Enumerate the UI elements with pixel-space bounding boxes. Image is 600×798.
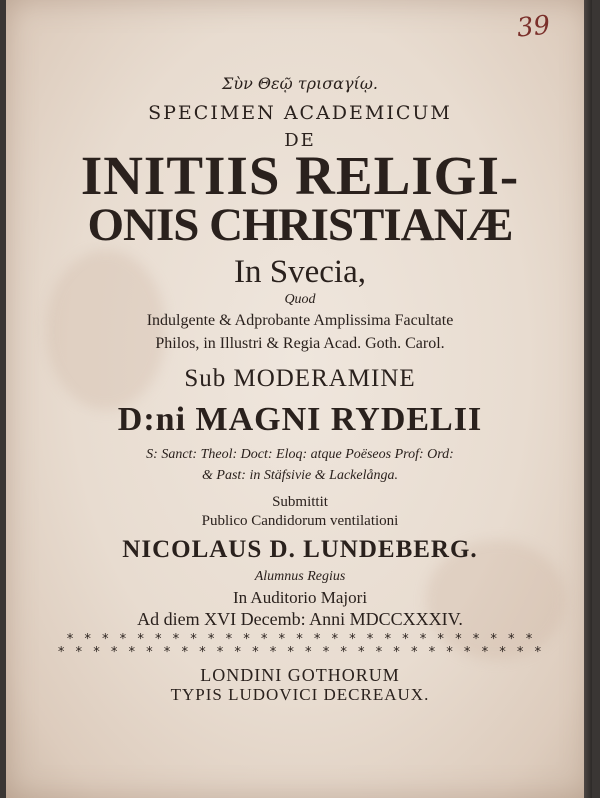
- alumnus-label: Alumnus Regius: [254, 569, 346, 584]
- ornament-stars-2: * * * * * * * * * * * * * * * * * * * * * * * * * * * *: [57, 645, 543, 660]
- praeses-titles-1: S: Sanct: Theol: Doct: Eloq: atque Poëseos Prof: Ord:: [146, 447, 454, 462]
- quod-label: Quod: [284, 292, 316, 307]
- folio-number: 39: [515, 10, 552, 44]
- specimen-heading: SPECIMEN ACADEMICUM: [148, 102, 452, 124]
- motto: Σὺν Θεῷ τρισαγίῳ.: [222, 74, 378, 93]
- faculty-line-1: Indulgente & Adprobante Amplissima Facultate: [146, 312, 454, 329]
- title-line-1: INITIIS RELIGI-: [80, 145, 520, 206]
- imprint-printer: TYPIS LUDOVICI DECREAUX.: [170, 685, 430, 704]
- praeses-titles-2: & Past: in Stäfsivie & Lackelånga.: [202, 468, 398, 483]
- praeses-name: D:ni MAGNI RYDELII: [117, 401, 483, 438]
- de-label: DE: [284, 130, 316, 151]
- moderamine-line: Sub MODERAMINE: [184, 365, 416, 392]
- date-line: Ad diem XVI Decemb: Anni MDCCXXXIV.: [137, 609, 463, 629]
- title-line-3: In Svecia,: [234, 254, 366, 290]
- publico-line: Publico Candidorum ventilationi: [201, 513, 399, 529]
- respondent-name: NICOLAUS D. LUNDEBERG.: [122, 536, 478, 563]
- imprint-place: LONDINI GOTHORUM: [200, 665, 400, 685]
- auditorio-line: In Auditorio Majori: [232, 588, 368, 607]
- submittit-label: Submittit: [272, 494, 328, 510]
- faculty-line-2: Philos, in Illustri & Regia Acad. Goth. Carol.: [155, 335, 445, 352]
- ornament-stars-1: * * * * * * * * * * * * * * * * * * * * * * * * * * *: [66, 632, 534, 647]
- title-line-2: ONIS CHRISTIANÆ: [87, 199, 513, 251]
